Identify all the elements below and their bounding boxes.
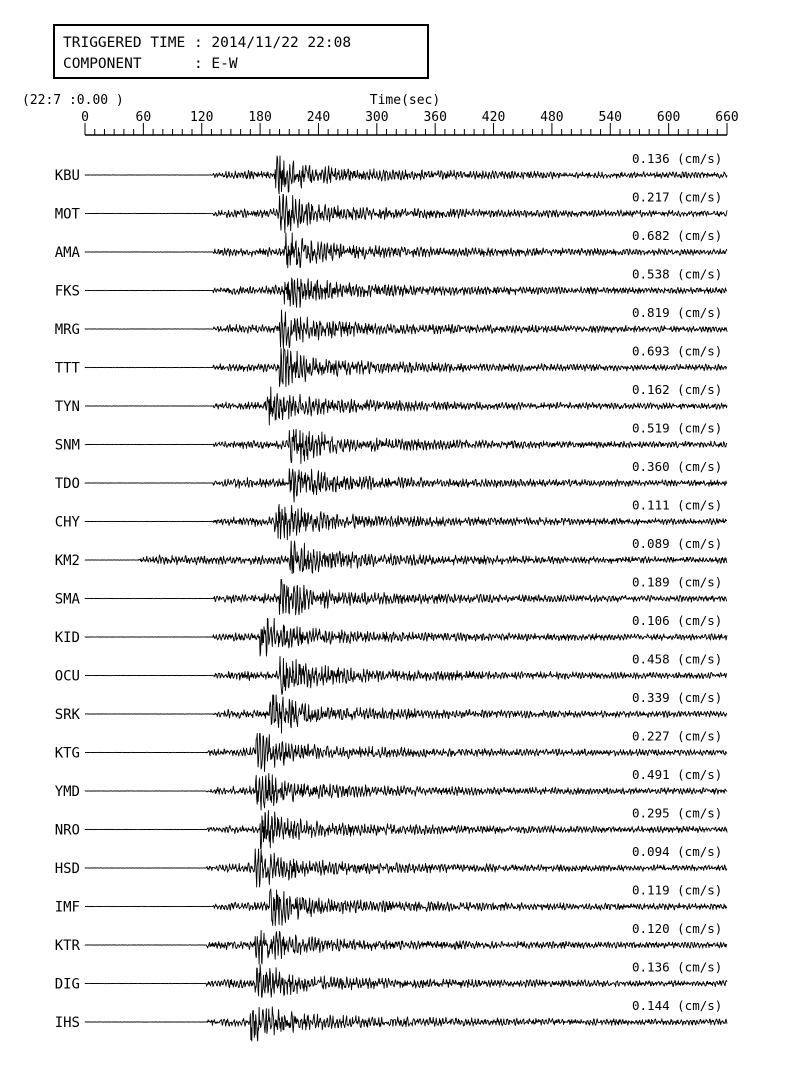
station-row-hsd (55, 844, 727, 887)
station-label: YMD (54, 784, 80, 800)
station-label: TYN (54, 399, 80, 415)
station-label: DIG (54, 976, 80, 993)
x-tick-label: 660 (715, 110, 739, 125)
waveform-trace (85, 930, 727, 964)
station-row-kbu (55, 151, 727, 194)
waveform-trace (85, 774, 727, 811)
station-label: SMA (54, 591, 80, 608)
station-row-imf (55, 883, 727, 926)
peak-amplitude-label: 0.089 (cm/s) (632, 536, 723, 551)
station-label: KM2 (54, 553, 80, 569)
station-label: SRK (54, 707, 80, 723)
x-tick-label: 420 (481, 110, 506, 125)
station-label: TTT (54, 360, 80, 377)
station-label: CHY (54, 514, 80, 531)
peak-amplitude-label: 0.682 (cm/s) (632, 228, 723, 243)
x-tick-label: 120 (189, 110, 214, 125)
station-row-dig (55, 960, 727, 998)
traces (55, 151, 727, 1041)
peak-amplitude-label: 0.119 (cm/s) (632, 882, 723, 898)
station-row-nro (55, 806, 727, 849)
peak-amplitude-label: 0.519 (cm/s) (632, 420, 723, 436)
peak-amplitude-label: 0.491 (cm/s) (632, 767, 723, 782)
station-label: HSD (54, 861, 80, 877)
station-label: KTR (54, 938, 80, 954)
station-label: MRG (54, 322, 80, 338)
peak-amplitude-label: 0.339 (cm/s) (632, 690, 723, 705)
waveform-trace (85, 811, 727, 849)
x-tick-label: 360 (423, 110, 447, 125)
station-label: OCU (54, 668, 80, 685)
station-row-ocu (55, 652, 727, 695)
station-label: KID (54, 630, 80, 646)
waveform-trace (85, 429, 727, 463)
x-tick-label: 60 (135, 110, 152, 125)
x-axis-title: Time(sec) (369, 93, 441, 108)
station-label: AMA (54, 245, 80, 261)
station-row-srk (55, 690, 727, 733)
waveform-trace (85, 156, 727, 194)
waveform-trace (85, 195, 727, 233)
station-row-ama (55, 228, 727, 268)
station-row-mot (55, 190, 727, 233)
station-row-ktg (55, 729, 727, 772)
station-label: TDO (54, 476, 80, 492)
waveform-trace (85, 849, 727, 887)
station-row-ihs (55, 998, 727, 1041)
peak-amplitude-label: 0.458 (cm/s) (632, 651, 723, 667)
waveform-trace (85, 657, 727, 695)
station-row-sma (55, 575, 727, 615)
time-axis (81, 110, 739, 135)
station-label: NRO (54, 822, 80, 839)
peak-amplitude-label: 0.094 (cm/s) (632, 844, 723, 859)
peak-amplitude-label: 0.227 (cm/s) (632, 728, 723, 744)
station-label: MOT (54, 206, 80, 223)
station-row-ktr (55, 921, 727, 964)
station-row-kid (55, 613, 727, 656)
waveform-trace (85, 278, 727, 307)
station-row-km2 (55, 536, 727, 574)
station-row-tdo (55, 459, 727, 502)
station-row-ymd (55, 767, 727, 810)
x-tick-label: 300 (365, 110, 389, 125)
station-row-chy (55, 498, 727, 540)
peak-amplitude-label: 0.217 (cm/s) (632, 189, 723, 205)
waveform-trace (85, 469, 727, 502)
station-row-snm (55, 421, 727, 464)
peak-amplitude-label: 0.819 (cm/s) (632, 305, 723, 320)
peak-amplitude-label: 0.144 (cm/s) (632, 998, 723, 1013)
peak-amplitude-label: 0.295 (cm/s) (632, 805, 723, 821)
waveform-trace (85, 618, 727, 656)
station-label: IHS (54, 1015, 80, 1031)
start-time-label: (22:7 :0.00 ) (22, 93, 124, 108)
x-tick-label: 240 (306, 110, 331, 125)
station-row-tyn (55, 382, 727, 425)
peak-amplitude-label: 0.136 (cm/s) (632, 151, 723, 166)
waveform-trace (85, 580, 727, 615)
station-label: FKS (54, 283, 80, 300)
x-tick-label: 600 (656, 110, 681, 125)
waveform-trace (85, 310, 727, 348)
waveform-trace (85, 387, 727, 425)
waveform-trace (85, 1007, 727, 1041)
component-label: COMPONENT : E-W (63, 56, 238, 72)
peak-amplitude-label: 0.111 (cm/s) (632, 497, 723, 513)
station-row-fks (55, 267, 727, 308)
peak-amplitude-label: 0.189 (cm/s) (632, 574, 723, 590)
peak-amplitude-label: 0.106 (cm/s) (632, 613, 723, 628)
x-tick-label: 180 (248, 110, 272, 125)
waveform-trace (85, 734, 727, 772)
station-label: KTG (54, 745, 80, 762)
waveform-trace (85, 349, 727, 387)
x-tick-label: 0 (81, 110, 89, 125)
x-tick-label: 540 (598, 110, 623, 125)
station-row-ttt (55, 344, 727, 387)
waveform-trace (85, 233, 727, 268)
peak-amplitude-label: 0.162 (cm/s) (632, 382, 723, 397)
peak-amplitude-label: 0.693 (cm/s) (632, 343, 723, 359)
peak-amplitude-label: 0.538 (cm/s) (632, 266, 723, 282)
waveform-trace (85, 504, 727, 539)
waveform-trace (85, 965, 727, 998)
trigger-time-label: TRIGGERED TIME : 2014/11/22 22:08 (63, 35, 352, 51)
station-label: IMF (54, 899, 80, 916)
peak-amplitude-label: 0.360 (cm/s) (632, 459, 723, 474)
station-label: KBU (54, 168, 80, 184)
station-row-mrg (55, 305, 727, 348)
station-label: SNM (54, 437, 80, 454)
x-tick-label: 480 (540, 110, 564, 125)
waveform-trace (85, 889, 727, 926)
waveform-trace (85, 541, 727, 574)
peak-amplitude-label: 0.136 (cm/s) (632, 959, 723, 975)
peak-amplitude-label: 0.120 (cm/s) (632, 921, 723, 936)
waveform-trace (85, 695, 727, 733)
